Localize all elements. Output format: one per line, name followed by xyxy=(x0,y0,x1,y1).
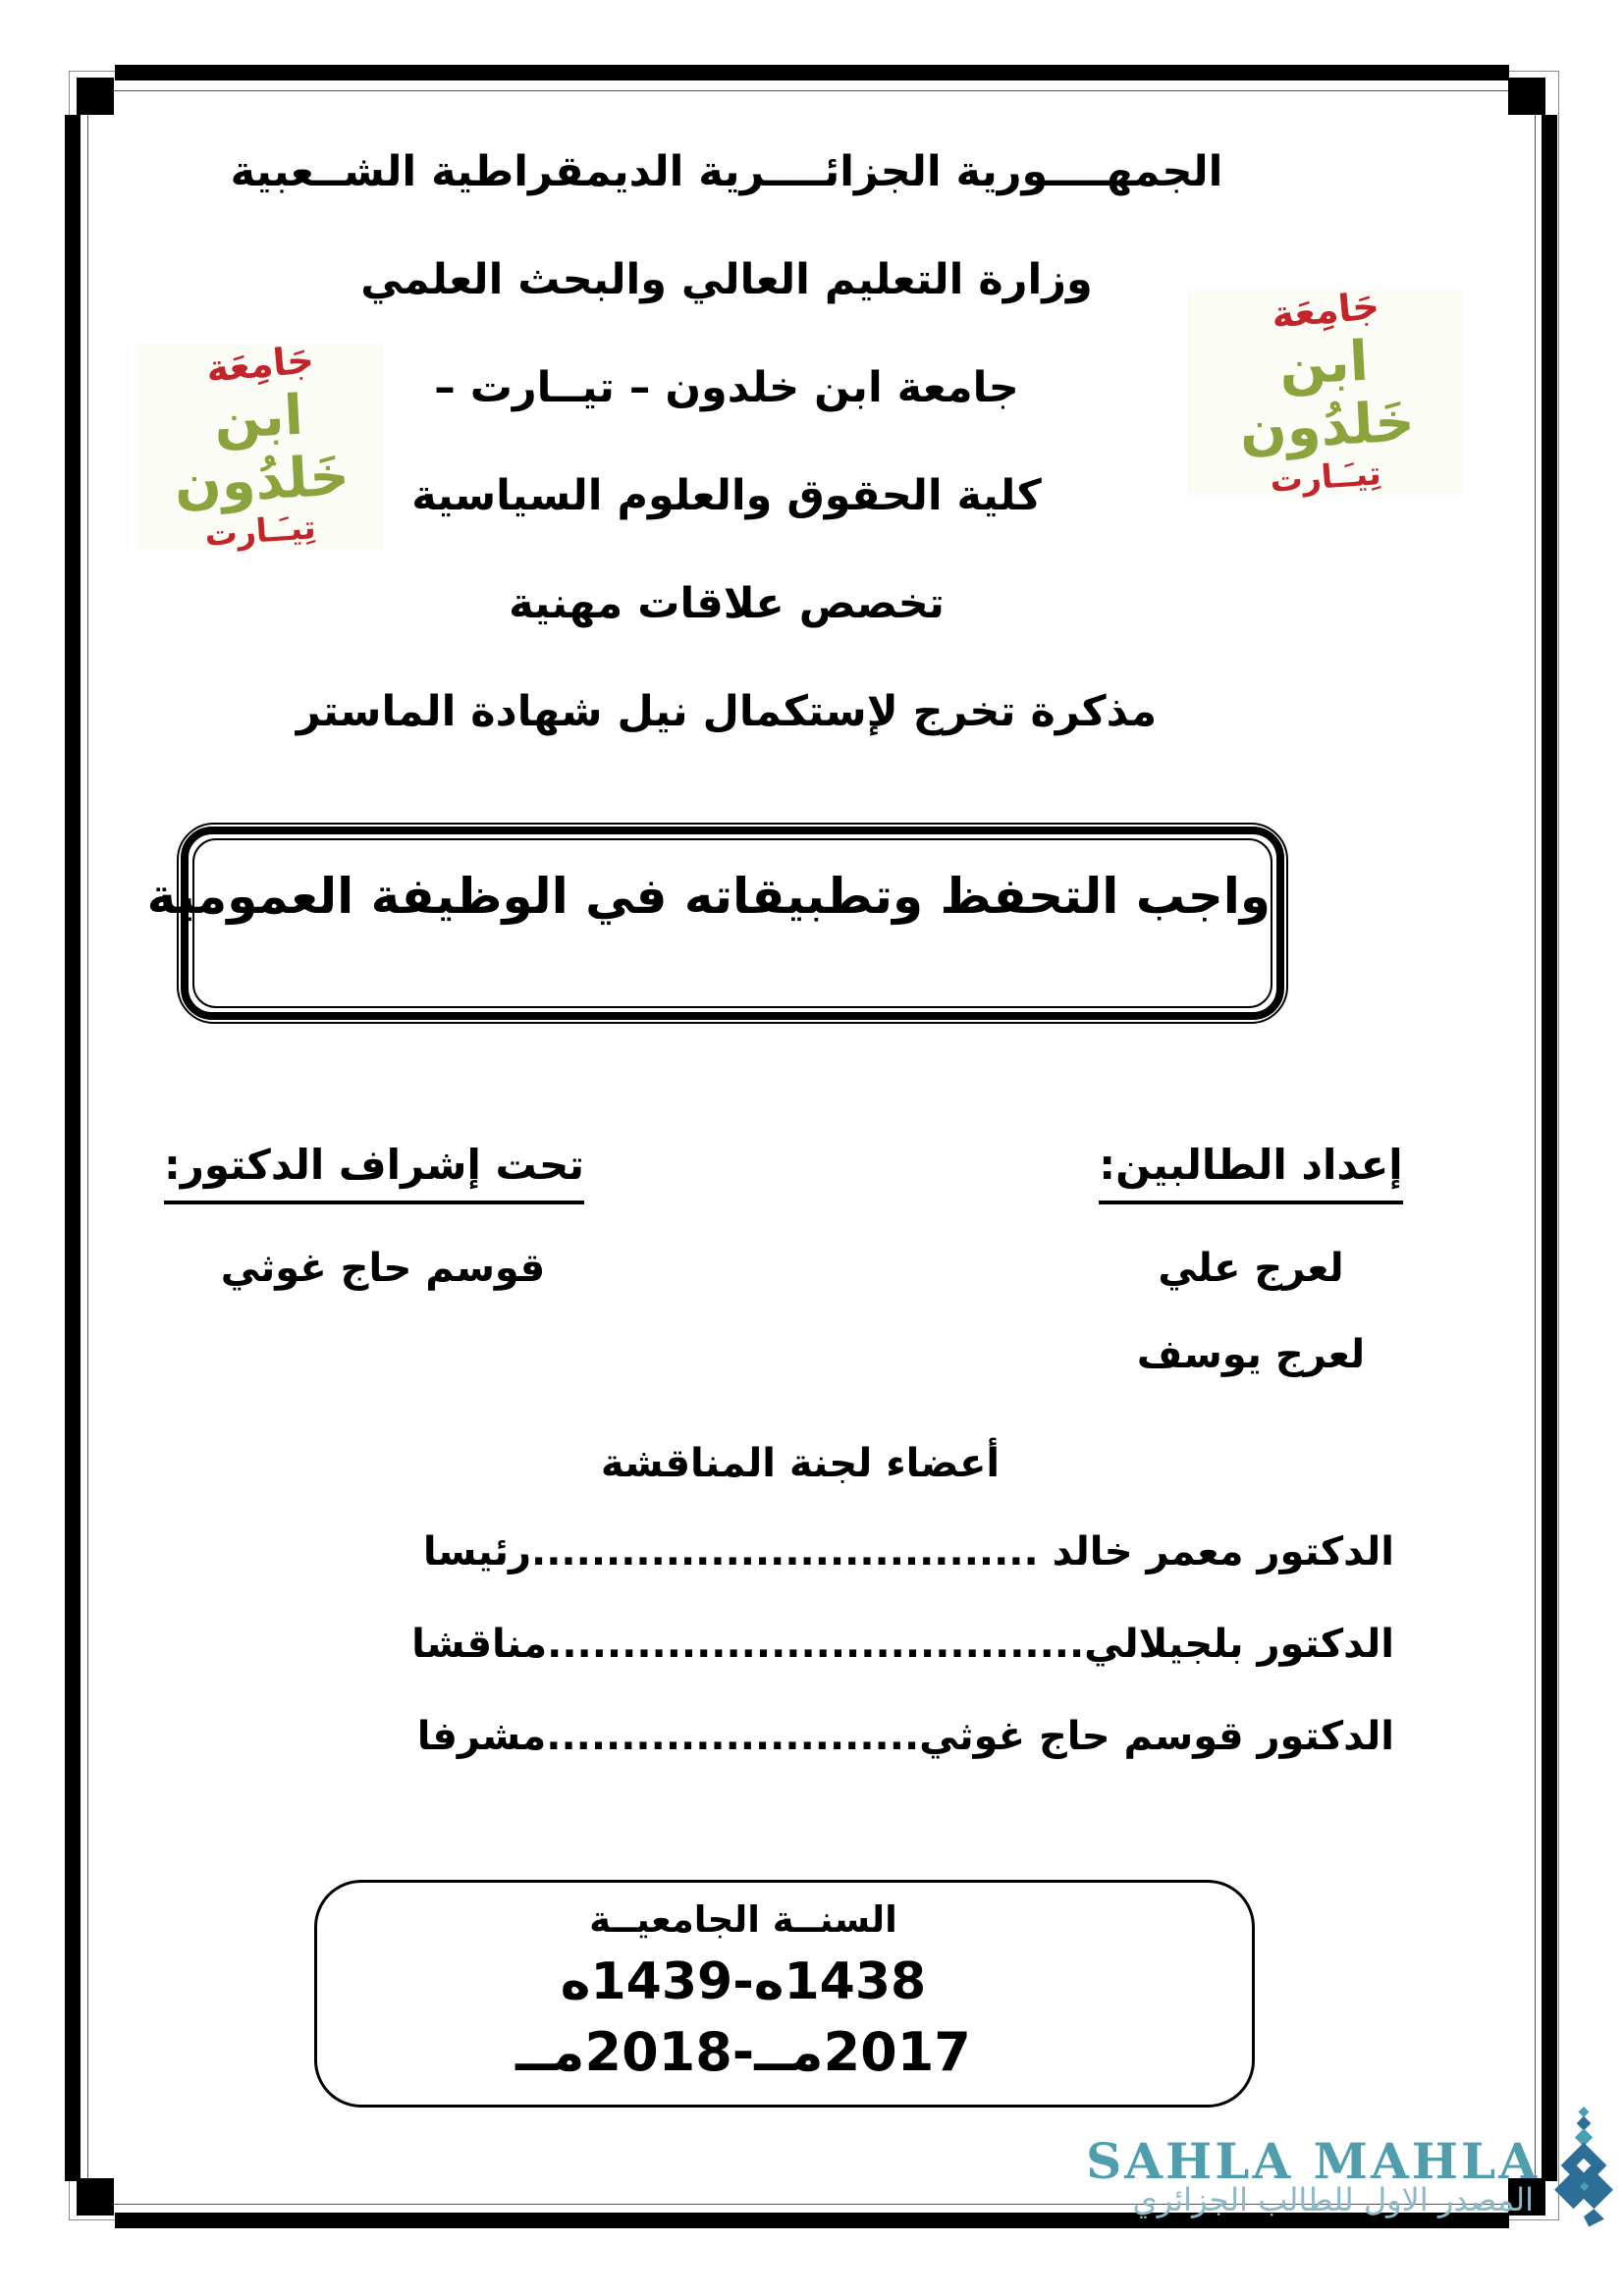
logo-word-tiaret: تِيـَـارت xyxy=(203,507,317,555)
logo-word-tiaret: تِيـَـارت xyxy=(1269,454,1382,501)
page-border-corner-bottom-left xyxy=(77,2178,114,2216)
ministry-line: وزارة التعليم العالي والبحث العلمي xyxy=(360,255,1093,304)
member-name: الدكتور بلجيلالي xyxy=(1084,1622,1394,1667)
watermark-brand: SAHLA MAHLA xyxy=(1086,2132,1540,2190)
academic-year-hijri: 1438ه-1439ه xyxy=(560,1952,927,2011)
committee-heading: أعضاء لجنة المناقشة xyxy=(600,1441,1001,1486)
committee-member-row xyxy=(417,1714,1394,1759)
faculty-line: كلية الحقوق والعلوم السياسية xyxy=(411,471,1042,520)
university-logo-left xyxy=(137,338,383,555)
supervisor-heading: تحت إشراف الدكتور: xyxy=(164,1141,584,1204)
dot-leader: ......................... xyxy=(546,1714,920,1759)
speciality-line: تخصص علاقات مهنية xyxy=(509,579,945,628)
student-name: لعرج علي xyxy=(1158,1246,1344,1291)
republic-line: الجمهــــورية الجزائــــرية الديمقراطية الشــعبية xyxy=(230,147,1223,196)
thesis-title-box xyxy=(146,823,1288,1024)
university-logo-right xyxy=(1188,284,1463,501)
thesis-type-line: مذكرة تخرج لإستكمال نيل شهادة الماستر xyxy=(296,687,1158,736)
member-name: الدكتور قوسم حاج غوثي xyxy=(919,1714,1394,1759)
academic-year-box xyxy=(314,1880,1255,2108)
supervisor-section xyxy=(163,1141,584,1291)
dot-leader: .................................... xyxy=(547,1622,1085,1667)
dot-leader: .................................. xyxy=(531,1529,1039,1575)
logo-word-university: جَامِعَة xyxy=(204,338,316,391)
thesis-title-box-inner xyxy=(146,838,1272,1008)
students-section xyxy=(1079,1141,1423,1377)
member-role: مشرفا xyxy=(416,1714,547,1759)
committee-member-row xyxy=(411,1622,1394,1667)
member-role: رئيسا xyxy=(422,1529,532,1575)
academic-year-gregorian: 2017مــ-2018مــ xyxy=(515,2021,971,2083)
page-border-top xyxy=(115,65,1509,80)
logo-word-ibn-khaldoun: ابن خَلدُون xyxy=(172,383,352,517)
academic-year-heading: السنــة الجامعيــة xyxy=(589,1898,897,1941)
logo-word-ibn-khaldoun: ابن خَلدُون xyxy=(1237,329,1417,463)
member-role: مناقشا xyxy=(411,1622,548,1667)
page-border-right xyxy=(1542,115,1557,2181)
students-heading: إعداد الطالبين: xyxy=(1099,1141,1402,1204)
page-border-corner-top-right xyxy=(1508,78,1545,115)
watermark-tagline: المصدر الاول للطالب الجزائري xyxy=(1132,2181,1534,2218)
thesis-title-box-band xyxy=(146,827,1284,1020)
student-name: لعرج يوسف xyxy=(1136,1332,1366,1377)
thesis-title: واجب التحفظ وتطبيقاته في الوظيفة العمومية xyxy=(146,868,1271,925)
university-line: جامعة ابن خلدون – تيــارت – xyxy=(434,363,1019,412)
sahla-mahla-logo-icon xyxy=(1545,2107,1622,2232)
member-name: الدكتور معمر خالد xyxy=(1038,1529,1394,1575)
logo-word-university: جَامِعَة xyxy=(1270,284,1381,337)
page-border-corner-top-left xyxy=(77,78,114,115)
supervisor-name: قوسم حاج غوثي xyxy=(220,1246,546,1291)
committee-member-row xyxy=(423,1529,1394,1575)
